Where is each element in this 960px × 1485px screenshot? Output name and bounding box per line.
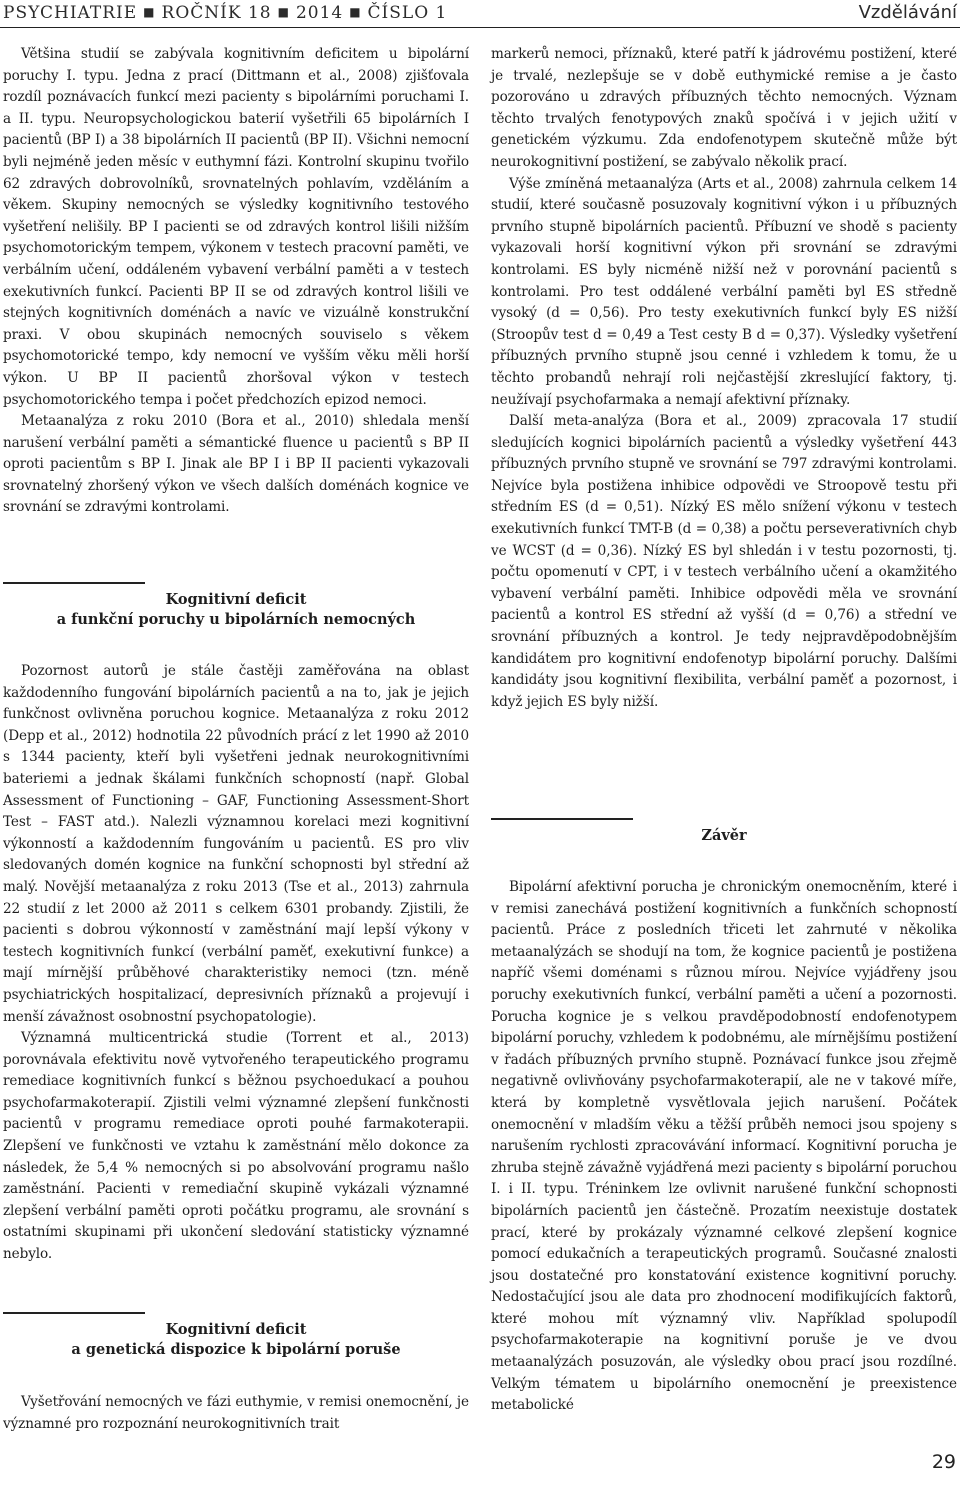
paragraph-trait-markers: markerů nemoci, příznaků, které patří k jádrovému postižení, které je trvalé, nezlepšuje se v době euthymické remise a je často pozorováno u zdravých příbuzných těchto nemocných. Význam těchto trvalých fenotypových znaků spočívá i v jejich užití v genetickém výzkumu. Zda endofenotypem skutečně může být neurokognitivní postižení, se zabývalo několik prací. <box>491 46 957 170</box>
left-column-bottom <box>3 1392 469 1435</box>
paragraph-euthymia: Vyšetřování nemocných ve fázi euthymie, v remisi onemocnění, je významné pro rozpoznání neurokognitivních trait <box>3 1394 469 1432</box>
page-number: 29 <box>931 1451 956 1473</box>
heading-line-1: Kognitivní deficit <box>165 1321 307 1338</box>
paragraph-bora-metaanalysis: Další meta-analýza (Bora et al., 2009) zpracovala 17 studií sledujících kognici bipolárních pacientů a výsledky vyšetření 443 příbuzných prvního stupně ve srovnání se 797 zdravými kontrolami. Nejvíce byla postižena inhibice odpovědi ve Stroopově testu při středním ES (d = 0,51). Nízký ES mělo snížení výkonu v testech exekutivních funkcí TMT-B (d = 0,38) a počtu perseverativních chyb ve WCST (d = 0,36). Nízký ES byl shledán i v testu pozornosti, tj. počtu opomenutí v CPT, i v testech verbálního učení a okamžitého vybavení verbální paměti. Inhibice odpovědi měla ve srovnání pacientů a kontrol ES střední až vyšší (d = 0,76) a střední ve srovnání příbuzných a kontrol. Je tedy nejpravděpodobnějším kandidátem pro kognitivní endofenotyp bipolární poruchy. Dalšími kandidáty jsou kognitivní flexibilita, verbální paměť a pozornost, i když jejich ES byly nižší. <box>491 413 957 710</box>
header-rule <box>0 27 960 28</box>
heading-rule <box>3 582 145 584</box>
section-heading-functional <box>3 582 469 630</box>
heading-rule <box>491 818 633 820</box>
paragraph-multicentric-study: Významná multicentrická studie (Torrent et al., 2013) porovnávala efektivitu nově vytvořeného terapeutického programu remediace kognitivních funkcí s běžnou psychoedukací a pouhou psychofarmakoterapií. Zjistili velmi významné zlepšení funkčnosti pacientů v programu remediace oproti pouhé farmakoterapii. Zlepšení ve funkčnosti ve vztahu k zaměstnání mělo dokonce za následek, že 5,4 % nemocných si po absolvování programu našlo zaměstnání. Pacienti v remediační skupině vykázali významné zlepšení verbální paměti oproti počátku programu, ale srovnání s ostatními skupinami při ukončení sledování statisticky významné nebylo. <box>3 1030 469 1263</box>
journal-name: PSYCHIATRIE <box>3 3 138 23</box>
left-column-middle <box>3 661 469 1266</box>
right-column-top <box>491 44 957 713</box>
year-label: 2014 <box>295 3 344 23</box>
heading-line-2: a funkční poruchy u bipolárních nemocných <box>56 611 416 628</box>
issue-label: ČÍSLO 1 <box>367 3 448 23</box>
heading-conclusion: Závěr <box>701 827 747 844</box>
heading-line-2: a genetická dispozice k bipolární poruše <box>71 1341 401 1358</box>
volume-label: ROČNÍK 18 <box>161 3 272 23</box>
separator-square-icon: ■ <box>349 5 362 19</box>
section-label: Vzdělávání <box>858 2 957 23</box>
paragraph-bipolar-types: Většina studií se zabývala kognitivním deficitem u bipolární poruchy I. typu. Jedna z prací (Dittmann et al., 2008) zjišťovala rozdíl poznávacích funkcí mezi pacienty s bipolárními poruchami I. a II. typu. Neuropsychologickou baterií vyšetřili 65 bipolárních I pacientů (BP I) a 38 bipolárních II pacientů (BP II). Všichni nemocní byli nejméně jeden měsíc v euthymní fázi. Kontrolní skupinu tvořilo 62 zdravých dobrovolníků, srovnatelných pohlavím, vzděláním a věkem. Skupiny nemocných se výsledky kognitivního testového vyšetření nelišily. BP I pacienti se od zdravých kontrol lišili nižším psychomotorickým tempem, výkonem v testech pracovní paměti, ve verbálním učení, oddáleném vybavení verbální paměti a v testech exekutivních funkcí. Pacienti BP II se od zdravých kontrol lišili ve stejných kognitivních doménách a navíc ve vizuálně konstrukční praxi. V obou skupinách nemocných souviselo s věkem psychomotorické tempo, kdy nemocní ve vyšším věku měli horší výkon. U BP II pacientů zhoršoval výkon v testech psychomotorického tempa i počet předchozích epizod nemoci. <box>3 46 469 408</box>
section-heading-conclusion <box>491 818 957 846</box>
left-column-top <box>3 44 469 519</box>
journal-running-head <box>3 3 447 23</box>
heading-line-1: Kognitivní deficit <box>165 591 307 608</box>
section-heading-genetic <box>3 1312 469 1360</box>
paragraph-metaanalysis-2010: Metaanalýza z roku 2010 (Bora et al., 2010) shledala menší narušení verbální paměti a sémantické fluence u pacientů s BP II oproti pacientům s BP I. Jinak ale BP I i BP II pacienti vykazovali srovnatelný zhoršený výkon ve všech dalších doménách kognice ve srovnání se zdravými kontrolami. <box>3 413 469 516</box>
right-column-bottom <box>491 877 957 1417</box>
separator-square-icon: ■ <box>277 5 290 19</box>
paragraph-conclusion: Bipolární afektivní porucha je chronickým onemocněním, které i v remisi zanechává postižení kognitivních a funkčních schopností pacientů. Práce z posledních třiceti let zahrnuté v několika metaanalýzách se shodují na tom, že kognice pacientů je postižena napříč všemi doménami s různou mírou. Nejvíce vyjádřeny jsou poruchy exekutivních funkcí, verbální paměti a učení a pozornosti. Porucha kognice je s velkou pravděpodobností endofenotypem bipolární poruchy, vzhledem k podobnému, ale mírnějšímu postižení v řadách příbuzných prvního stupně. Poznávací funkce jsou zřejmě negativně ovlivňovány psychofarmakoterapií, ale ne v takové míře, která by kompletně vysvětlovala jejich narušení. Počátek onemocnění v mladším věku a těžší průběh nemoci jsou spojeny s narušením rychlosti zpracovávání informací. Kognitivní porucha je zhruba stejně závažně vyjádřená mezi pacienty s bipolární poruchou I. i II. typu. Tréninkem lze ovlivnit narušené funkční schopnosti bipolárních pacientů jen částečně. Prozatím neexistuje dostatek prací, které by prokázaly významné celkové zlepšení kognice pomocí edukačních a terapeutických programů. Současné znalosti jsou dostatečné pro konstatování existence kognitivní poruchy. Nedostačující jsou ale data pro zhodnocení modifikujících faktorů, které mohou mít významný vliv. Například spolupodíl psychofarmakoterapie na kognitivní poruše je ve dvou metaanalýzách posuzován, ale výsledky obou prací jsou rozdílné. Velkým tématem u bipolárního onemocnění je preexistence metabolické <box>491 879 957 1414</box>
paragraph-arts-metaanalysis: Výše zmíněná metaanalýza (Arts et al., 2008) zahrnula celkem 14 studií, které současně posuzovaly kognitivní výkon i u příbuzných prvního stupně bipolárních pacientů. Příbuzní ve shodě s pacienty vykazovali horší kognitivní výkon při srovnání se zdravými kontrolami. ES byly nicméně nižší než v porovnání pacientů s kontrolami. Pro test oddálené verbální paměti byl ES středně vysoký (d = 0,56). Pro testy exekutivních funkcí byly ES nižší (Stroopův test d = 0,49 a Test cesty B d = 0,37). Výsledky vyšetření příbuzných prvního stupně jsou cenné i vzhledem k tomu, že u těchto probandů nehrají roli nejčastější zkreslující faktory, tj. neužívají psychofarmaka a nemají afektivní příznaky. <box>491 175 957 408</box>
page-header <box>0 0 960 26</box>
paragraph-everyday-functioning: Pozornost autorů je stále častěji zaměřována na oblast každodenního fungování bipolárních pacientů a na to, jak je jejich funkčnost ovlivněna poruchou kognice. Metaanalýza z roku 2012 (Depp et al., 2012) hodnotila 22 původních prácí z let 1990 až 2010 s 1344 pacienty, kteří byli vyšetřeni jednak neurokognitivními bateriemi a jednak škálami funkčních schopností (např. Global Assessment of Functioning – GAF, Functioning Assessment-Short Test – FAST atd.). Nalezli významnou korelaci mezi kognitivní výkonností a každodenním fungováním u pacientů. ES pro vliv sledovaných domén kognice na funkční schopnosti byl střední až malý. Novější metaanalýza z roku 2013 (Tse et al., 2013) zahrnula 22 studií z let 2000 až 2011 s celkem 6301 probandy. Zjistili, že pacienti s dobrou výkonností v zaměstnání mají lepší výkony v testech kognitivních funkcí (verbální paměť, exekutivní funkce) a mají mírnější průběhové charakteristiky nemoci (tzn. méně psychiatrických hospitalizací, depresivních příznaků a projevují i menší závažnost osobnostní psychopatologie). <box>3 663 469 1025</box>
separator-square-icon: ■ <box>143 5 156 19</box>
heading-rule <box>3 1312 145 1314</box>
